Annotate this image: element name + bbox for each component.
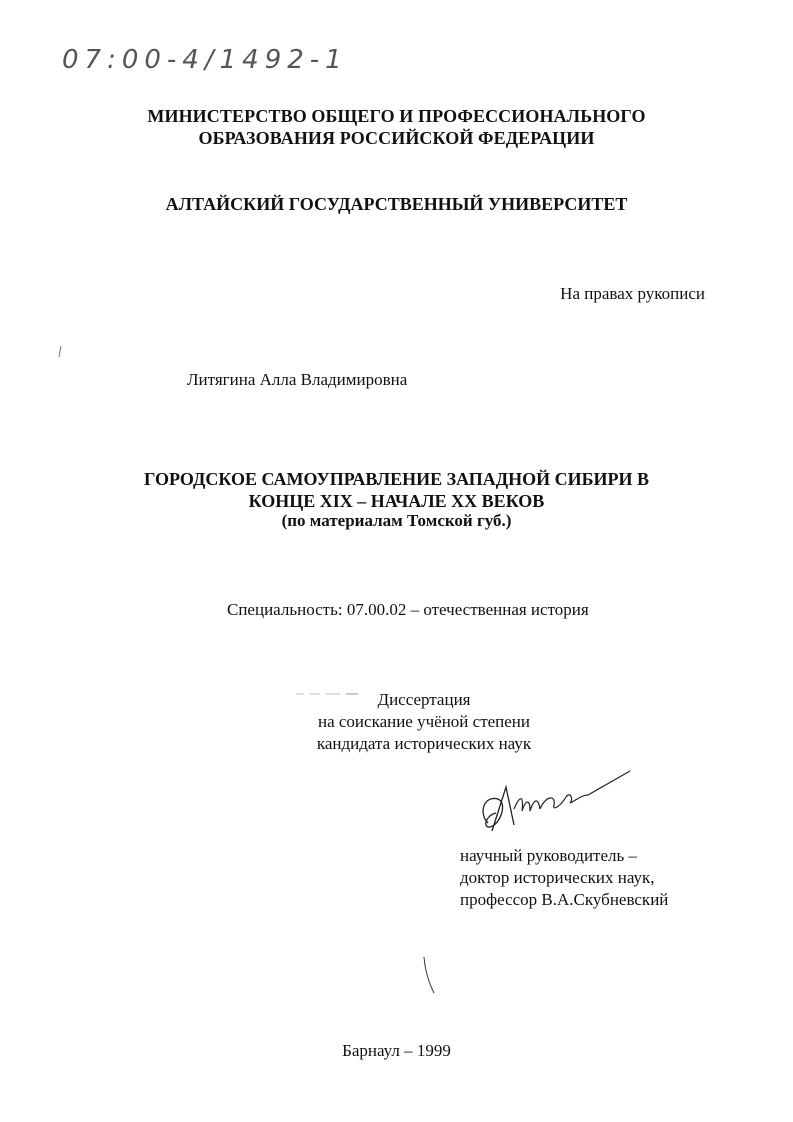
university-name: АЛТАЙСКИЙ ГОСУДАРСТВЕННЫЙ УНИВЕРСИТЕТ	[165, 194, 628, 214]
signature-text: Алижа	[470, 765, 473, 766]
supervisor-line-2: доктор исторических наук,	[460, 868, 655, 887]
ministry-header	[0, 105, 793, 149]
speciality-line: Специальность: 07.00.02 – отечественная история	[227, 600, 589, 619]
degree-line-2: на соискание учёной степени	[317, 712, 531, 731]
ministry-line-1: МИНИСТЕРСТВО ОБЩЕГО И ПРОФЕССИОНАЛЬНОГО	[147, 106, 646, 126]
title-line-2: КОНЦЕ XIX – НАЧАЛЕ XX ВЕКОВ	[248, 491, 545, 511]
author-signature	[470, 765, 640, 845]
ministry-line-2: ОБРАЗОВАНИЯ РОССИЙСКОЙ ФЕДЕРАЦИИ	[198, 128, 595, 148]
title-line-1: ГОРОДСКОЕ САМОУПРАВЛЕНИЕ ЗАПАДНОЙ СИБИРИ В	[143, 469, 650, 489]
pencil-stroke	[420, 955, 440, 995]
author-name: Литягина Алла Владимировна	[187, 370, 408, 389]
archive-code-handwritten	[60, 38, 360, 78]
archive-code-text: 07:00-4/1492-1	[62, 45, 348, 75]
supervisor-line-1: научный руководитель –	[460, 846, 637, 865]
stray-mark	[55, 345, 65, 359]
rights-note: На правах рукописи	[560, 284, 705, 303]
supervisor-line-3: профессор В.А.Скубневский	[460, 890, 669, 909]
city-year: Барнаул – 1999	[342, 1041, 451, 1060]
dissertation-title	[0, 468, 793, 512]
degree-line-3: кандидата исторических наук	[316, 734, 532, 753]
supervisor-block	[460, 845, 668, 911]
degree-block	[306, 689, 542, 755]
dissertation-subtitle: (по материалам Томской губ.)	[281, 511, 512, 530]
degree-line-1: Диссертация	[377, 690, 471, 709]
